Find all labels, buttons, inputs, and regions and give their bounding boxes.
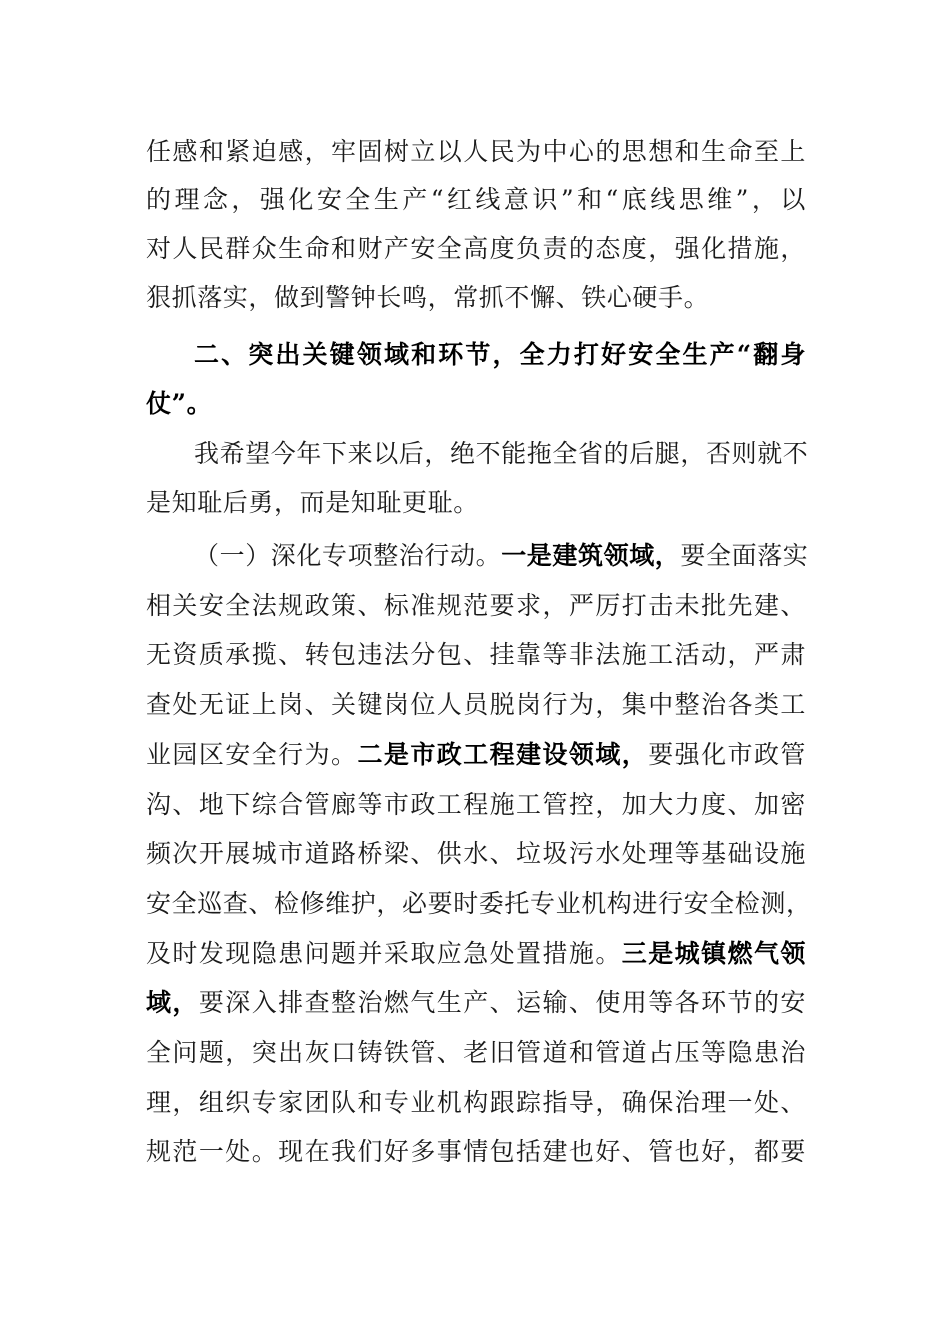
para3-line-3: 无资质承揽、转包违法分包、挂靠等非法施工活动，严肃	[146, 640, 806, 669]
para2-line-2: 是知耻后勇，而是知耻更耻。	[146, 488, 479, 517]
para2-line-1: 我希望今年下来以后，绝不能拖全省的后腿，否则就不	[194, 439, 809, 468]
bold-lead-gas: 三是城镇燃气领	[621, 939, 806, 968]
para3-line-2: 相关安全法规政策、标准规范要求，严厉打击未批先建、	[146, 591, 806, 620]
bold-lead-gas-end: 域，	[146, 988, 199, 1017]
para3-line-4: 查处无证上岗、关键岗位人员脱岗行为，集中整治各类工	[146, 690, 806, 719]
para3-line-10-tail: 要深入排查整治燃气生产、运输、使用等各环节的安	[198, 988, 806, 1017]
section-heading-line-2: 仗”。	[146, 389, 213, 418]
bold-lead-municipal: 二是市政工程建设领域，	[357, 740, 649, 769]
para3-line-13: 规范一处。现在我们好多事情包括建也好、管也好，都要	[146, 1137, 806, 1166]
para1-line-1: 任感和紧迫感，牢固树立以人民为中心的思想和生命至上	[146, 137, 806, 166]
subsection-title: （一）深化专项整治行动。	[194, 541, 502, 570]
para3-line-9	[146, 938, 806, 970]
para3-line-6: 沟、地下综合管廊等市政工程施工管控，加大力度、加密	[146, 790, 806, 819]
para3-line-5-tail: 要强化市政管	[648, 740, 806, 769]
para3-line-5	[146, 739, 806, 771]
para1-line-2: 的理念，强化安全生产“红线意识”和“底线思维”，以	[146, 185, 806, 214]
section-heading-line-1: 二、突出关键领域和环节，全力打好安全生产“翻身	[194, 340, 806, 369]
para3-line-9-head: 及时发现隐患问题并采取应急处置措施。	[146, 939, 622, 968]
para1-line-3: 对人民群众生命和财产安全高度负责的态度，强化措施，	[146, 234, 806, 263]
para3-line-11: 全问题，突出灰口铸铁管、老旧管道和管道占压等隐患治	[146, 1038, 806, 1067]
bold-lead-construction: 一是建筑领域，	[501, 541, 681, 570]
para3-line-10	[146, 987, 806, 1019]
para3-line-1	[194, 540, 809, 572]
para3-line-12: 理，组织专家团队和专业机构跟踪指导，确保治理一处、	[146, 1088, 806, 1117]
para3-line-5-head: 业园区安全行为。	[146, 740, 358, 769]
para3-line-1-tail: 要全面落实	[680, 541, 809, 570]
para3-line-8: 安全巡查、检修维护，必要时委托专业机构进行安全检测，	[146, 889, 812, 918]
para1-line-4: 狠抓落实，做到警钟长鸣，常抓不懈、铁心硬手。	[146, 283, 710, 312]
para3-line-7: 频次开展城市道路桥梁、供水、垃圾污水处理等基础设施	[146, 839, 806, 868]
